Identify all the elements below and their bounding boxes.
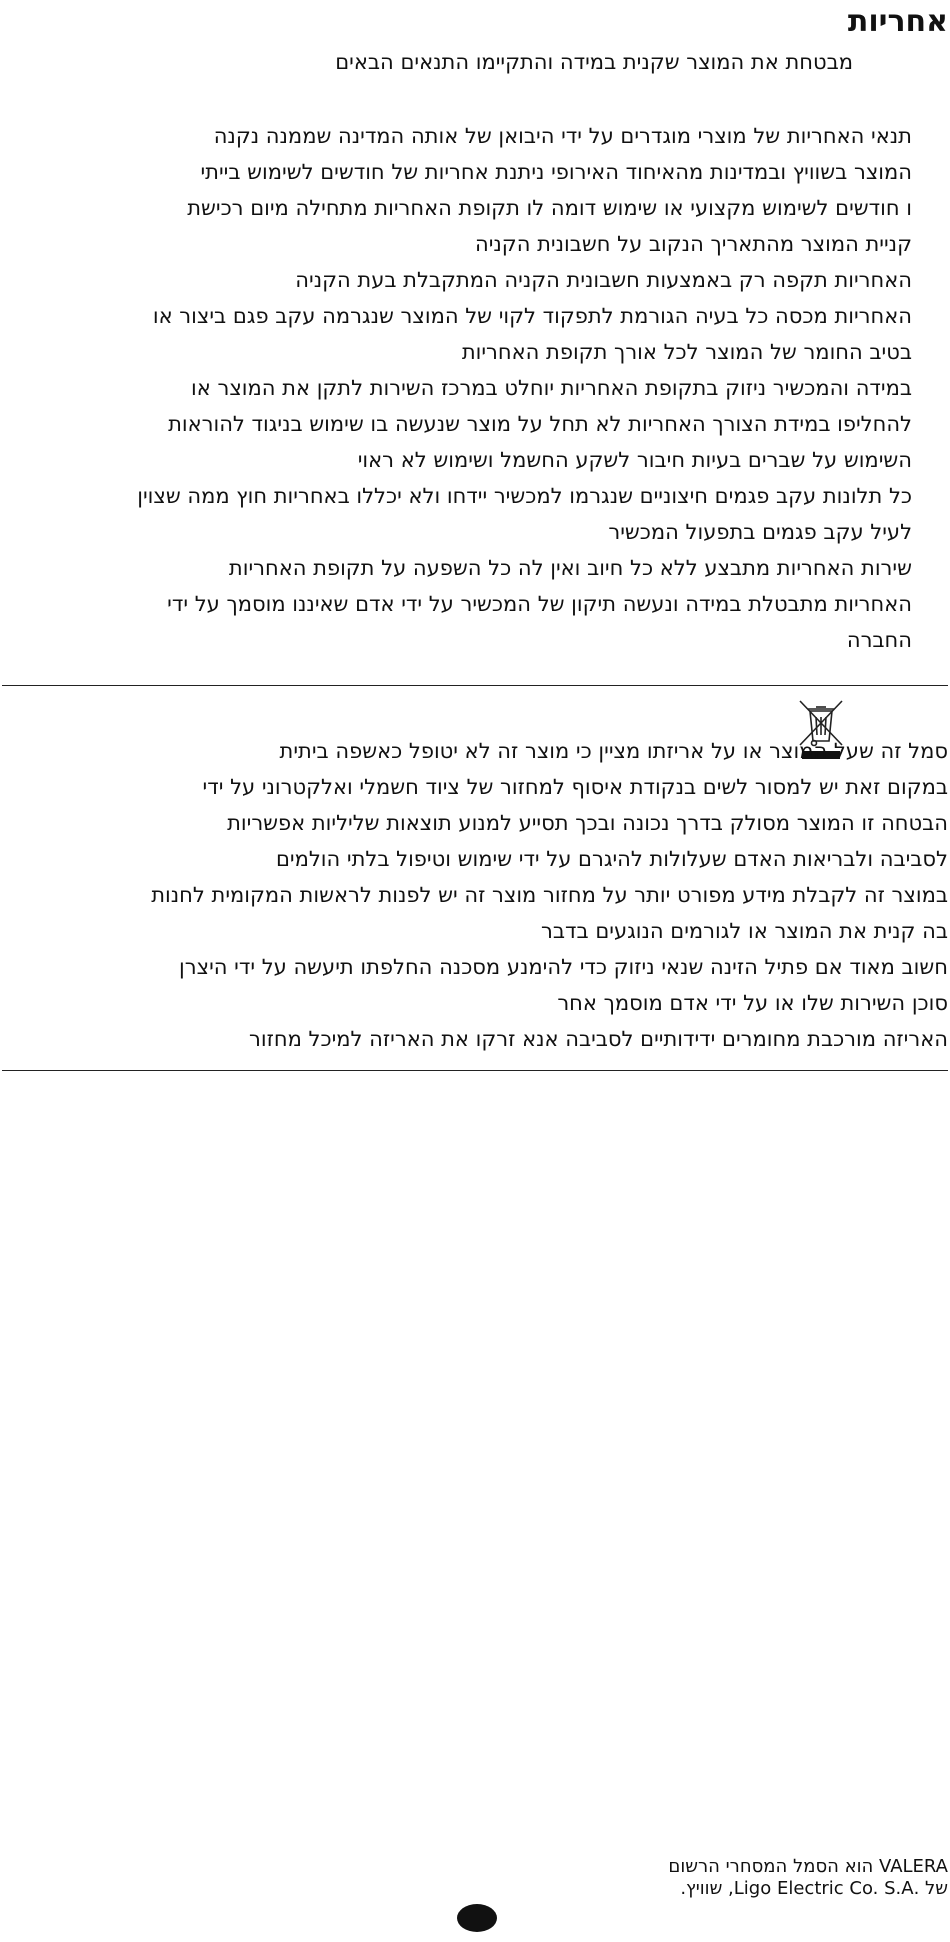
recycling-line: בה קנית את המוצר או לגורמים הנוגעים בדבר bbox=[541, 919, 948, 943]
recycling-line: במוצר זה לקבלת מידע מפורט יותר על מחזור מוצר זה יש לפנות לראשות המקומית לחנות bbox=[151, 883, 948, 907]
page-subtitle: מבטחת את המוצר שקנית במידה והתקיימו התנאים הבאים bbox=[335, 50, 853, 74]
recycling-line: הבטחה זו המוצר מסולק בדרך נכונה ובכך תסייע למנוע תוצאות שליליות אפשריות bbox=[227, 811, 948, 835]
section-divider-bottom bbox=[2, 1070, 948, 1071]
warranty-line: שירות האחריות מתבצע ללא כל חיוב ואין לה כל השפעה על תקופת האחריות bbox=[228, 556, 912, 580]
warranty-line: האחריות תקפה רק באמצעות חשבונית הקניה המתקבלת בעת הקניה bbox=[295, 268, 912, 292]
recycling-line: סוכן השירות שלו או על ידי אדם מוסמך אחר bbox=[557, 991, 948, 1015]
trademark-line-2: של .Ligo Electric Co. S.A, שוויץ. bbox=[680, 1878, 948, 1899]
warranty-line: האחריות מכסה כל בעיה הגורמת לתפקוד לקוי של המוצר שנגרמה עקב פגם ביצור או bbox=[152, 304, 912, 328]
warranty-terms bbox=[0, 118, 912, 658]
section-divider bbox=[2, 685, 948, 686]
warranty-line: המוצר בשוויץ ובמדינות מהאיחוד האירופי ניתנת אחריות של חודשים לשימוש בייתי bbox=[200, 160, 912, 184]
warranty-line: תנאי האחריות של מוצרי מוגדרים על ידי היבואן של אותה המדינה שממנה נקנה bbox=[213, 124, 912, 148]
trademark-footer bbox=[348, 1856, 948, 1900]
warranty-line: קניית המוצר מהתאריך הנקוב על חשבונית הקניה bbox=[474, 232, 912, 256]
warranty-line: להחליפו במידת הצורך האחריות לא תחל על מוצר שנעשה בו שימוש בניגוד להוראות bbox=[168, 412, 912, 436]
recycling-line: האריזה מורכבת מחומרים ידידותיים לסביבה אנא זרקו את האריזה למיכל מחזור bbox=[249, 1027, 948, 1051]
warranty-line: השימוש על שברים בעיות חיבור לשקע החשמל ושימוש לא ראוי bbox=[357, 448, 912, 472]
trademark-line-1: VALERA הוא הסמל המסחרי הרשום bbox=[668, 1856, 948, 1877]
recycling-line: חשוב מאוד אם פתיל הזינה שנאי ניזוק כדי להימנע מסכנה החלפתו תיעשה על ידי היצרן bbox=[179, 955, 948, 979]
warranty-line: בטיב החומר של המוצר לכל אורך תקופת האחריות bbox=[461, 340, 912, 364]
warranty-line: ו חודשים לשימוש מקצועי או שימוש דומה לו תקופת האחריות מתחילה מיום רכישת bbox=[187, 196, 912, 220]
recycling-notice bbox=[2, 733, 948, 1057]
page-number-marker bbox=[457, 1904, 497, 1932]
warranty-line: האחריות מתבטלת במידה ונעשה תיקון של המכשיר על ידי אדם שאיננו מוסמך על ידי bbox=[167, 592, 912, 616]
warranty-line: לעיל עקב פגמים בתפעול המכשיר bbox=[608, 520, 912, 544]
page-title: אחריות bbox=[847, 4, 948, 39]
warranty-line: כל תלונות עקב פגמים חיצוניים שנגרמו למכשיר יידחו ולא יכללו באחריות חוץ ממה שצוין bbox=[137, 484, 912, 508]
warranty-line: החברה bbox=[846, 628, 912, 652]
recycling-line: לסביבה ולבריאות האדם שעלולות להיגרם על ידי שימוש וטיפול בלתי הולמים bbox=[275, 847, 948, 871]
warranty-line: במידה והמכשיר ניזוק בתקופת האחריות יוחלט במרכז השירות לתקן את המוצר או bbox=[191, 376, 912, 400]
recycling-line: במקום זאת יש למסור לשים בנקודת איסוף למחזור של ציוד חשמלי ואלקטרוני על ידי bbox=[202, 775, 948, 799]
recycling-line: סמל זה שעל המוצר או על אריזתו מציין כי מוצר זה לא יטופל כאשפה ביתית bbox=[279, 739, 948, 763]
